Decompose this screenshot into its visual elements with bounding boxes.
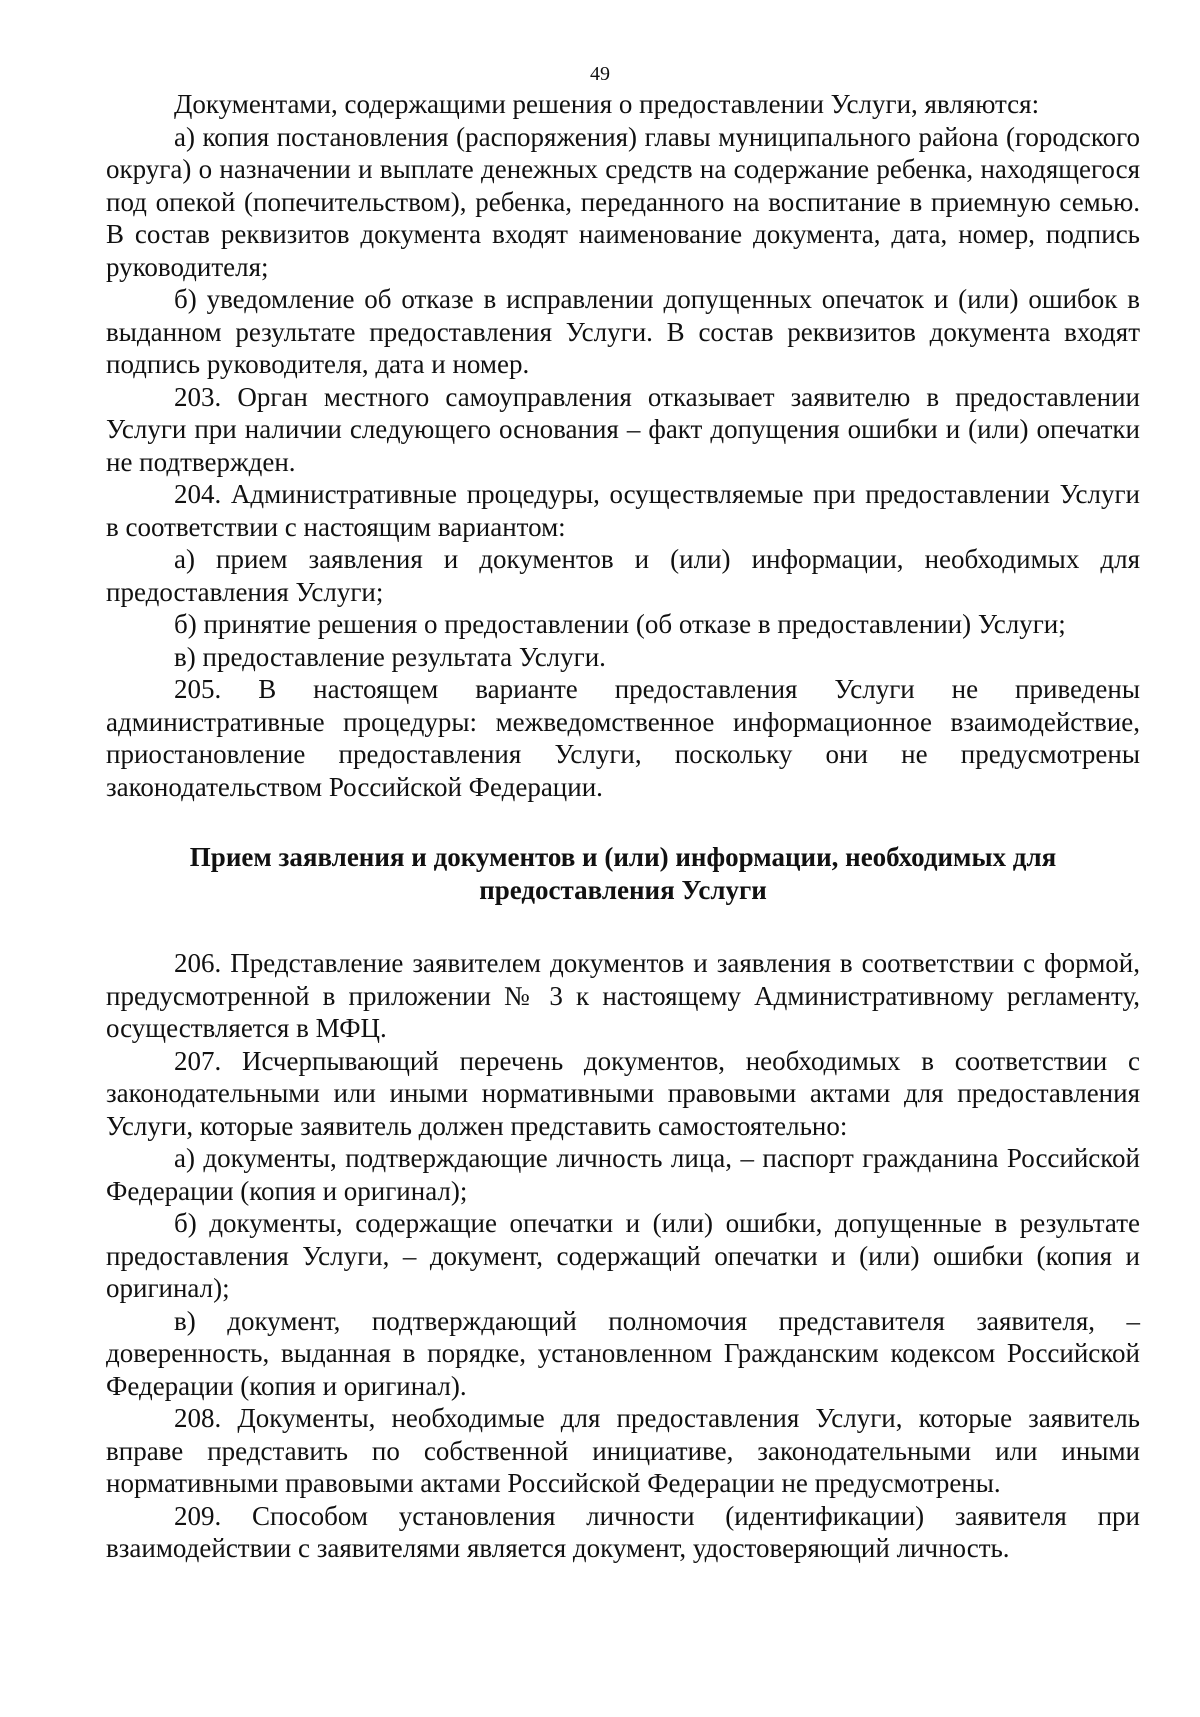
paragraph-item-a-resolution-copy: а) копия постановления (распоряжения) главы муниципального района (городского округа) о назначении и выплате денежных средств на содержание ребенка, находящегося под опекой (попечительством), ребенка, переданного на воспитание в приемную семью. В состав реквизитов документа входят наименование документа, дата, номер, подпись руководителя; (106, 121, 1140, 282)
section-heading-line-2: предоставления Услуги (479, 875, 767, 905)
paragraph-203: 203. Орган местного самоуправления отказывает заявителю в предоставлении Услуги при наличии следующего основания – факт допущения ошибки и (или) опечатки не подтвержден. (106, 381, 1140, 477)
paragraph-209: 209. Способом установления личности (идентификации) заявителя при взаимодействии с заявителями является документ, удостоверяющий личность. (106, 1500, 1140, 1563)
section-heading-line-1: Прием заявления и документов и (или) информации, необходимых для (189, 842, 1057, 872)
paragraph-206: 206. Представление заявителем документов и заявления в соответствии с формой, предусмотренной в приложении № 3 к настоящему Административному регламенту, осуществляется в МФЦ. (106, 948, 1140, 1043)
paragraph-item-b-refusal-notice: б) уведомление об отказе в исправлении допущенных опечаток и (или) ошибок в выданном результате предоставления Услуги. В состав реквизитов документа входят подпись руководителя, дата и номер. (106, 284, 1140, 379)
page-number: 49 (590, 63, 610, 85)
paragraph-204: 204. Административные процедуры, осуществляемые при предоставлении Услуги в соответствии с настоящим вариантом: (106, 479, 1140, 542)
paragraph-results-intro: Документами, содержащими решения о предоставлении Услуги, являются: (174, 89, 1040, 119)
paragraph-207-item-b: б) документы, содержащие опечатки и (или) ошибки, допущенные в результате предоставления Услуги, – документ, содержащий опечатки и (или) ошибки (копия и оригинал); (106, 1208, 1140, 1303)
paragraph-207-item-c: в) документ, подтверждающий полномочия представителя заявителя, – доверенность, выданная в порядке, установленном Гражданским кодексом Российской Федерации (копия и оригинал). (106, 1305, 1140, 1401)
paragraph-208: 208. Документы, необходимые для предоставления Услуги, которые заявитель вправе представить по собственной инициативе, законодательными или иными нормативными правовыми актами Российской Федерации не предусмотрены. (106, 1403, 1140, 1498)
paragraph-205: 205. В настоящем варианте предоставления Услуги не приведены административные процедуры: межведомственное информационное взаимодействие, приостановление предоставления Услуги, поскольку они не предусмотрены законодательством Российской Федерации. (106, 674, 1140, 802)
paragraph-207-item-a: а) документы, подтверждающие личность лица, – паспорт гражданина Российской Федерации (копия и оригинал); (106, 1143, 1140, 1206)
page-content (106, 88, 1140, 1565)
paragraph-204-item-c: в) предоставление результата Услуги. (174, 641, 606, 672)
section-heading (106, 841, 1140, 907)
paragraph-204-item-a: а) прием заявления и документов и (или) информации, необходимых для предоставления Услуги; (106, 544, 1140, 607)
paragraph-207: 207. Исчерпывающий перечень документов, необходимых в соответствии с законодательными или иными нормативными правовыми актами для предоставления Услуги, которые заявитель должен представить самостоятельно: (106, 1045, 1140, 1141)
paragraph-204-item-b: б) принятие решения о предоставлении (об отказе в предоставлении) Услуги; (174, 609, 1066, 639)
